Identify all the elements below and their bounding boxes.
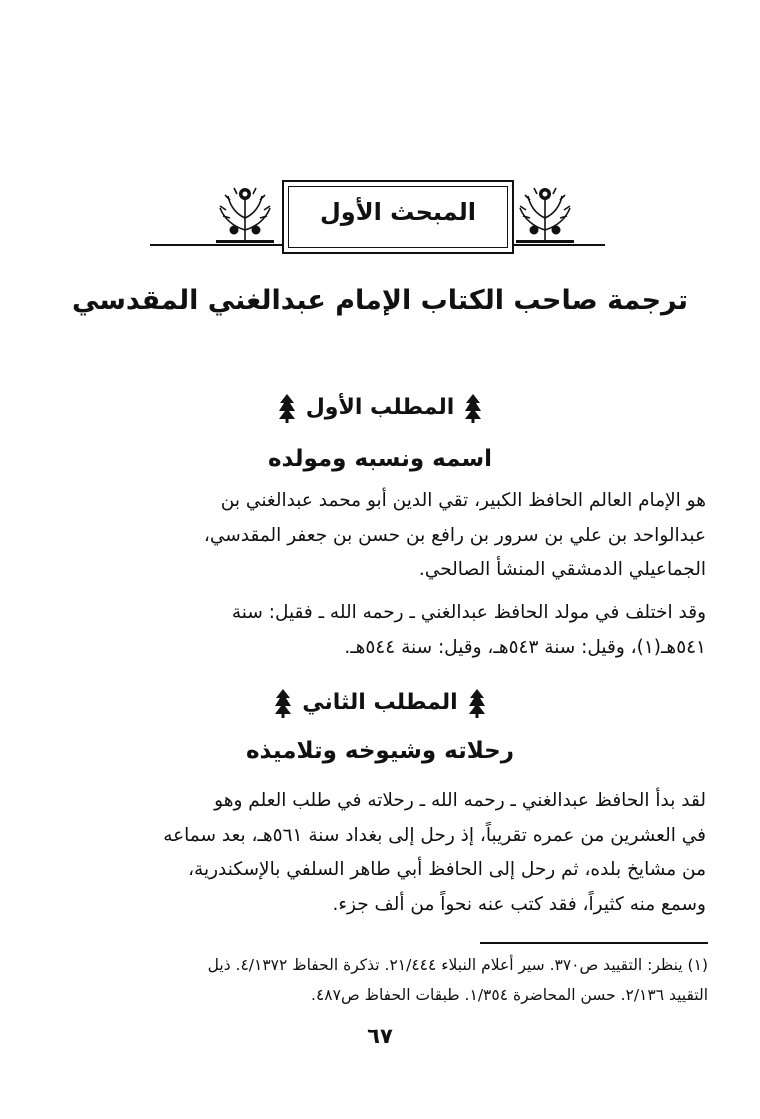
tree-ornament-icon	[274, 688, 292, 718]
section-1-paragraph-2	[84, 596, 706, 665]
main-title: ترجمة صاحب الكتاب الإمام عبدالغني المقدسي	[72, 285, 688, 316]
section-1-subheading: اسمه ونسبه ومولده	[267, 446, 492, 472]
section-2-subheading: رحلاته وشيوخه وتلاميذه	[245, 738, 514, 764]
footnote	[78, 950, 708, 1010]
footnote-rule	[480, 942, 708, 944]
floral-ornament-left-icon	[212, 180, 278, 246]
section-2-heading-text: المطلب الثاني	[302, 690, 458, 715]
chapter-title: المبحث الأول	[319, 198, 477, 226]
text-line: لقد بدأ الحافظ عبدالغني ـ رحمه الله ـ رحلاته في طلب العلم وهو	[214, 790, 706, 811]
text-line: في العشرين من عمره تقريباً، إذ رحل إلى بغداد سنة ٥٦١هـ، بعد سماعه	[163, 824, 706, 846]
section-1-heading	[0, 393, 760, 423]
floral-ornament-right-icon	[512, 180, 578, 246]
section-1-heading-text: المطلب الأول	[305, 395, 455, 420]
text-line: من مشايخ بلده، ثم رحل إلى الحافظ أبي طاهر السلفي بالإسكندرية،	[188, 859, 706, 880]
page-number: ٦٧	[367, 1024, 393, 1048]
footnote-line: (١) ينظر: التقييد ص٣٧٠. سير أعلام النبلاء ٢١/٤٤٤. تذكرة الحفاظ ٤/١٣٧٢. ذيل	[207, 956, 708, 974]
text-line: ٥٤١هـ(١)، وقيل: سنة ٥٤٣هـ، وقيل: سنة ٥٤٤هـ.	[344, 636, 706, 658]
tree-ornament-icon	[468, 688, 486, 718]
section-2-heading	[0, 688, 760, 718]
footnote-line: التقييد ٢/١٣٦. حسن المحاضرة ١/٣٥٤. طبقات الحفاظ ص٤٨٧.	[311, 986, 708, 1004]
text-line: الجماعيلي الدمشقي المنشأ الصالحي.	[418, 559, 706, 580]
section-2-paragraph	[84, 784, 706, 922]
text-line: وسمع منه كثيراً، فقد كتب عنه نحواً من ألف جزء.	[332, 893, 706, 915]
text-line: وقد اختلف في مولد الحافظ عبدالغني ـ رحمه الله ـ فقيل: سنة	[231, 602, 706, 623]
section-1-paragraph-1	[84, 484, 706, 588]
text-line: هو الإمام العالم الحافظ الكبير، تقي الدين أبو محمد عبدالغني بن	[220, 490, 706, 511]
tree-ornament-icon	[464, 393, 482, 423]
text-line: عبدالواحد بن علي بن سرور بن رافع بن حسن بن جعفر المقدسي،	[203, 524, 706, 546]
tree-ornament-icon	[278, 393, 296, 423]
chapter-title-frame	[282, 180, 514, 254]
